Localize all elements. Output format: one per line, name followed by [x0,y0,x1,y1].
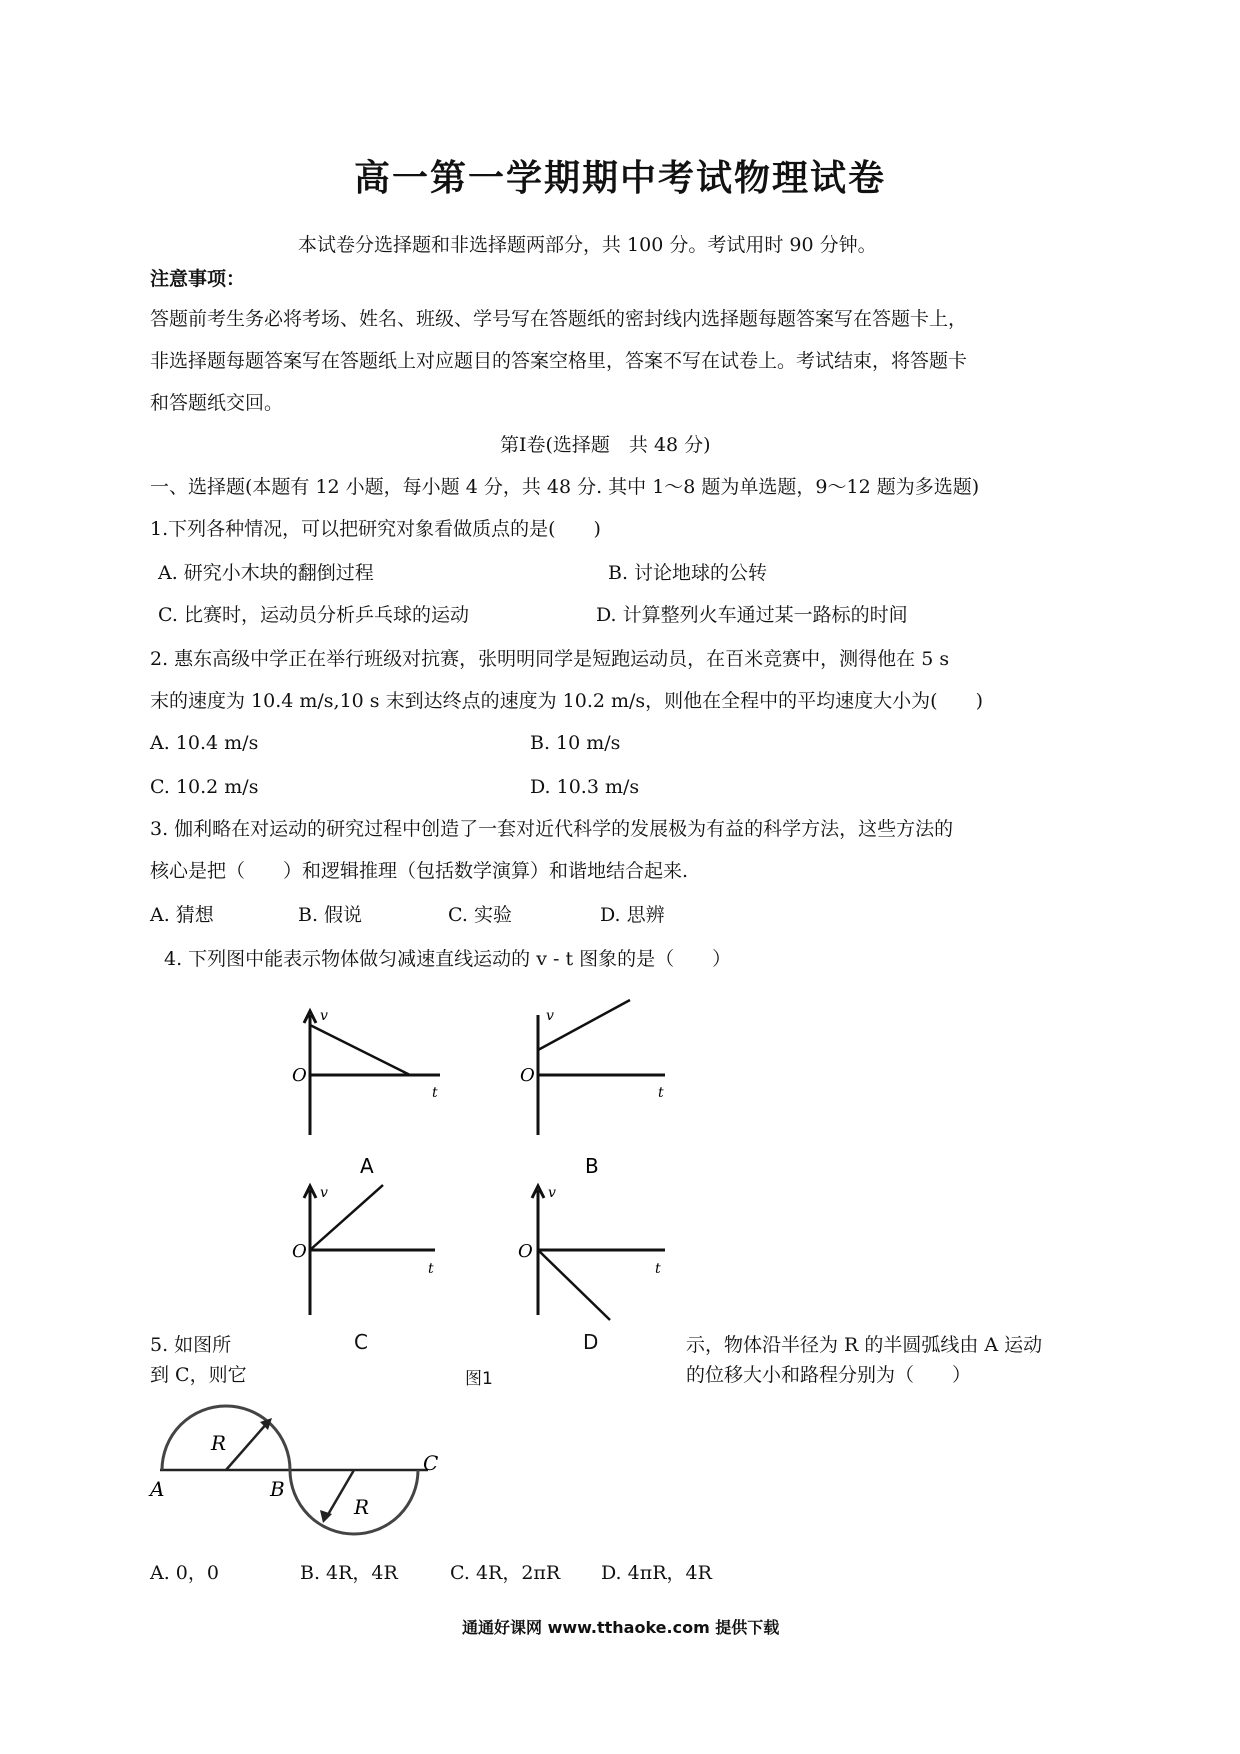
q5-option-d: D. 4πR，4R [601,1562,712,1584]
q2-option-d: D. 10.3 m/s [530,776,640,798]
graph-b [520,1000,665,1178]
q1-option-a: A. 研究小木块的翻倒过程 [158,562,374,584]
q1-option-c: C. 比赛时，运动员分析乒乓球的运动 [158,604,469,626]
q2-stem-line-2: 末的速度为 10.4 m/s,10 s 末到达终点的速度为 10.2 m/s，则他在全程中的平均速度大小为( ) [150,690,983,712]
q4-stem: 4. 下列图中能表示物体做匀减速直线运动的 v - t 图象的是（ ） [164,948,732,970]
q3-option-b: B. 假说 [298,904,363,926]
graph-a-t-label: t [432,1085,438,1101]
figure-caption: 图1 [465,1369,493,1389]
graph-d-caption: D [583,1330,599,1354]
notice-heading: 注意事项： [150,268,246,290]
q3-option-a: A. 猜想 [150,904,214,926]
graph-d-origin-label: O [518,1241,533,1262]
graph-c-caption: C [354,1330,368,1354]
fig-label-a: A [150,1477,165,1501]
part1-header: 第Ⅰ卷(选择题 共 48 分) [500,434,711,456]
q5-stem-left-1: 5. 如图所 [150,1334,232,1356]
graph-d [518,1185,665,1320]
graph-a [292,1008,440,1178]
q2-option-a: A. 10.4 m/s [150,732,259,754]
notice-line-2: 非选择题每题答案写在答题纸上对应题目的答案空格里，答案不写在试卷上。考试结束，将答题卡 [150,350,968,372]
q1-option-d: D. 计算整列火车通过某一路标的时间 [596,604,908,626]
graph-b-caption: B [585,1154,599,1178]
q5-stem-right-1: 示，物体沿半径为 R 的半圆弧线由 A 运动 [686,1334,1043,1356]
q5-option-c: C. 4R，2πR [450,1562,561,1584]
q1-stem: 1.下列各种情况，可以把研究对象看做质点的是( ) [150,518,601,540]
graph-d-t-label: t [655,1261,661,1277]
graph-b-origin-label: O [520,1065,535,1086]
q3-option-c: C. 实验 [448,904,512,926]
graph-a-origin-label: O [292,1065,307,1086]
fig-label-r-upper: R [211,1431,227,1455]
q2-option-b: B. 10 m/s [530,732,621,754]
graph-a-caption: A [360,1154,374,1178]
notice-line-1: 答题前考生务必将考场、姓名、班级、学号写在答题纸的密封线内选择题每题答案写在答题卡上， [150,308,968,330]
notice-line-3: 和答题纸交回。 [150,392,284,414]
fig-label-c: C [423,1451,439,1475]
graph-c [292,1185,435,1315]
graph-a-v-label: v [320,1008,328,1024]
q4-vt-graphs [280,995,700,1355]
q5-option-a: A. 0，0 [150,1562,219,1584]
footer-text: 通通好课网 www.tthaoke.com 提供下载 [462,1618,780,1637]
page-title: 高一第一学期期中考试物理试卷 [353,158,886,199]
graph-c-t-label: t [428,1261,434,1277]
intro-text: 本试卷分选择题和非选择题两部分，共 100 分。考试用时 90 分钟。 [298,234,877,256]
graph-c-origin-label: O [292,1241,307,1262]
q1-option-b: B. 讨论地球的公转 [608,562,768,584]
section1-heading: 一、选择题(本题有 12 小题，每小题 4 分，共 48 分. 其中 1～8 题为单选题，9～12 题为多选题) [150,476,980,498]
q2-option-c: C. 10.2 m/s [150,776,259,798]
graph-c-v-label: v [320,1185,328,1201]
q3-stem-line-1: 3. 伽利略在对运动的研究过程中创造了一套对近代科学的发展极为有益的科学方法，这些方法的 [150,818,954,840]
q3-stem-line-2: 核心是把（ ）和逻辑推理（包括数学演算）和谐地结合起来. [150,860,689,882]
graph-b-t-label: t [658,1085,664,1101]
fig-label-r-lower: R [354,1495,370,1519]
q2-stem-line-1: 2. 惠东高级中学正在举行班级对抗赛，张明明同学是短跑运动员，在百米竞赛中，测得他在 5 s [150,648,950,670]
q5-stem-right-2: 的位移大小和路程分别为（ ） [686,1364,972,1386]
q5-semicircle-figure [148,1390,448,1540]
q5-stem-left-2: 到 C，则它 [150,1364,247,1386]
graph-d-v-label: v [548,1185,556,1201]
graph-b-v-label: v [546,1008,554,1024]
q3-option-d: D. 思辨 [600,904,665,926]
fig-label-b: B [270,1477,285,1501]
q5-option-b: B. 4R，4R [300,1562,398,1584]
